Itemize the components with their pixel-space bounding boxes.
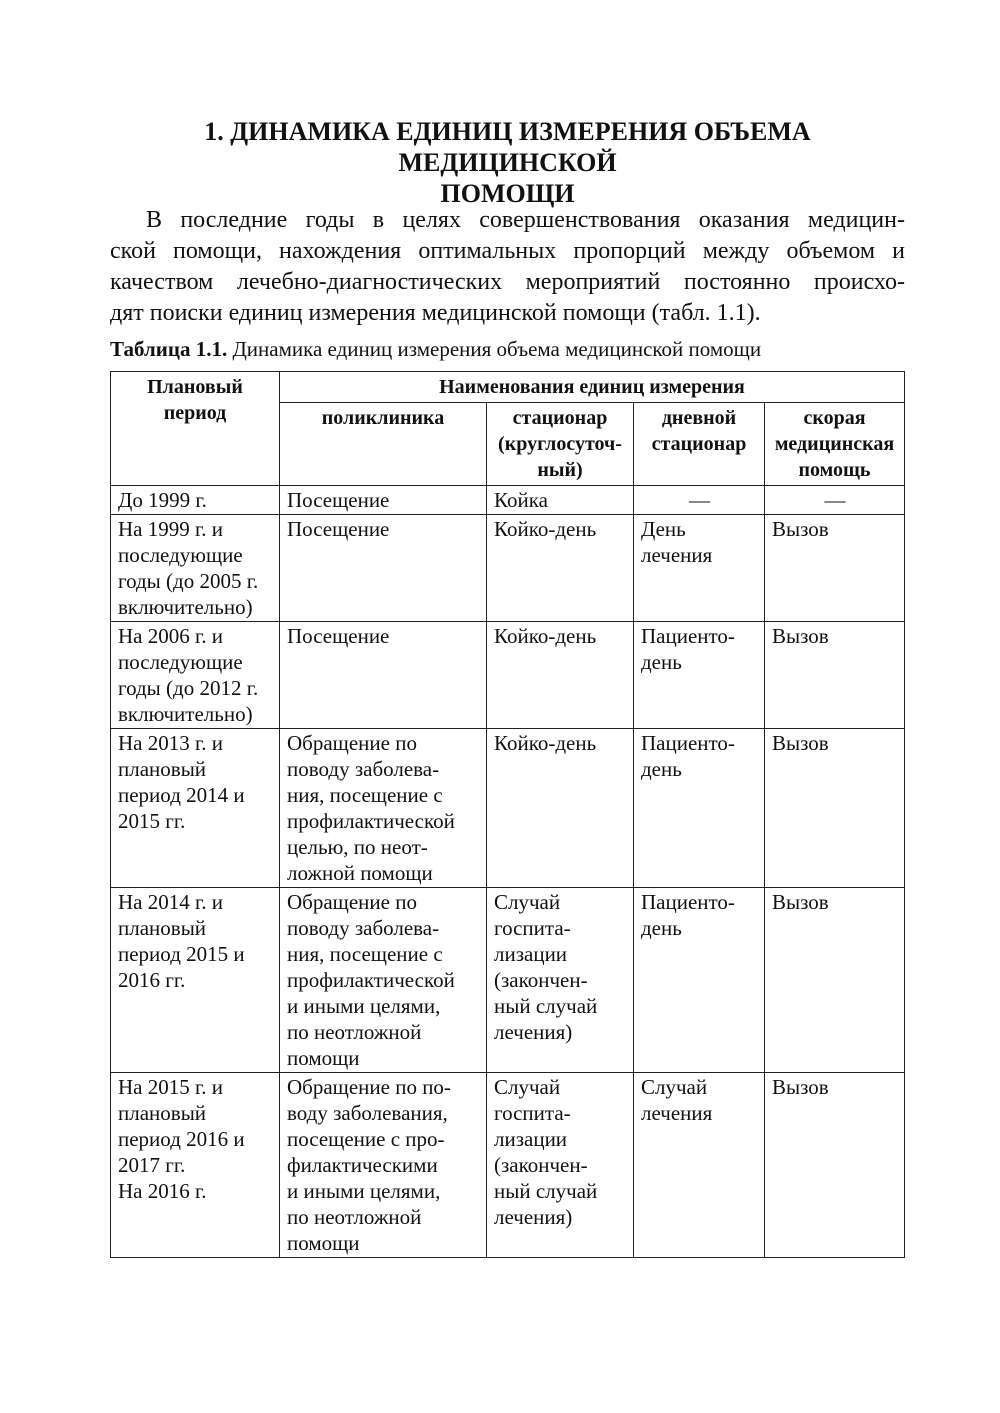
cell-period (111, 622, 280, 729)
cell-hospital-line: Койко-день (494, 731, 597, 755)
header-clinic (280, 403, 487, 486)
cell-period-line: период 2014 и (118, 783, 245, 807)
cell-clinic-line: Посещение (287, 624, 390, 648)
cell-clinic-line: Обращение по (287, 890, 417, 914)
cell-clinic (280, 515, 487, 622)
cell-hospital (487, 622, 634, 729)
cell-hospital-line: Койко-день (494, 517, 597, 541)
cell-period-line: На 2016 г. (118, 1179, 207, 1203)
cell-day-hospital (634, 729, 765, 888)
table-row (111, 622, 905, 729)
cell-hospital (487, 888, 634, 1073)
cell-period-line: На 2006 г. и (118, 624, 223, 648)
cell-emergency (765, 888, 905, 1073)
heading-line: ПОМОЩИ (440, 179, 575, 208)
cell-period-line: На 2014 г. и (118, 890, 223, 914)
cell-day-hospital-line: Пациенто- (641, 890, 735, 914)
cell-emergency-line: — (824, 488, 846, 512)
cell-emergency-line: Вызов (772, 731, 829, 755)
table-caption-label: Таблица 1.1. (110, 337, 228, 361)
cell-period-line: плановый (118, 757, 207, 781)
cell-clinic-line: по неотложной (287, 1205, 422, 1229)
cell-day-hospital-line: Случай (641, 1075, 708, 1099)
cell-clinic-line: ния, посещение с (287, 942, 443, 966)
cell-period-line: последующие (118, 650, 243, 674)
table-row (111, 486, 905, 515)
cell-hospital-line: ный случай (494, 1179, 598, 1203)
cell-hospital-line: лизации (494, 1127, 568, 1151)
header-emergency-line: скорая (803, 407, 866, 429)
cell-day-hospital (634, 515, 765, 622)
cell-period-line: 2017 гг. (118, 1153, 186, 1177)
cell-emergency (765, 729, 905, 888)
cell-period-line: До 1999 г. (118, 488, 207, 512)
cell-day-hospital-line: день (641, 650, 682, 674)
cell-emergency (765, 1073, 905, 1258)
cell-clinic-line: профилактической (287, 968, 455, 992)
header-period (111, 372, 280, 486)
cell-hospital (487, 515, 634, 622)
cell-period (111, 486, 280, 515)
cell-hospital-line: Койка (494, 488, 548, 512)
cell-hospital-line: (закончен- (494, 968, 588, 992)
cell-day-hospital-line: Пациенто- (641, 624, 735, 648)
table-row (111, 888, 905, 1073)
header-hospital-line: ный) (537, 459, 583, 481)
header-emergency-line: помощь (798, 459, 871, 481)
header-units-group: Наименования единиц измерения (280, 372, 905, 403)
cell-period-line: 2015 гг. (118, 809, 186, 833)
cell-period-line: период 2015 и (118, 942, 245, 966)
cell-clinic-line: поводу заболева- (287, 916, 440, 940)
cell-period-line: плановый (118, 1101, 207, 1125)
cell-period-line: последующие (118, 543, 243, 567)
cell-clinic-line: поводу заболева- (287, 757, 440, 781)
cell-day-hospital-line: День (641, 517, 686, 541)
cell-hospital-line: Случай (494, 1075, 561, 1099)
paragraph-line: В последние годы в целях совершенствования оказания медицин- (146, 207, 905, 233)
header-day-hospital (634, 403, 765, 486)
cell-clinic (280, 729, 487, 888)
cell-hospital-line: лечения) (494, 1205, 573, 1229)
cell-day-hospital-line: день (641, 916, 682, 940)
cell-clinic-line: помощи (287, 1231, 360, 1255)
header-hospital-line: (круглосуточ- (498, 433, 622, 455)
cell-period (111, 515, 280, 622)
cell-clinic-line: Посещение (287, 517, 390, 541)
cell-emergency-line: Вызов (772, 890, 829, 914)
paragraph-line: ской помощи, нахождения оптимальных пропорций между объемом и (110, 238, 905, 264)
header-period-line: Плановый (147, 376, 243, 398)
cell-hospital (487, 486, 634, 515)
cell-hospital (487, 729, 634, 888)
cell-clinic-line: ложной помощи (287, 861, 433, 885)
cell-clinic-line: Обращение по (287, 731, 417, 755)
cell-period-line: На 2013 г. и (118, 731, 223, 755)
cell-day-hospital-line: Пациенто- (641, 731, 735, 755)
cell-hospital-line: Случай (494, 890, 561, 914)
cell-clinic-line: профилактической (287, 809, 455, 833)
paragraph-line: качеством лечебно-диагностических мероприятий постоянно происхо- (110, 269, 905, 295)
header-hospital-line: стационар (512, 407, 608, 429)
cell-hospital-line: Койко-день (494, 624, 597, 648)
cell-hospital-line: лизации (494, 942, 568, 966)
cell-period-line: включительно) (118, 595, 253, 619)
cell-clinic (280, 1073, 487, 1258)
header-day-line: дневной (661, 407, 737, 429)
cell-period-line: плановый (118, 916, 207, 940)
cell-day-hospital-line: — (689, 488, 710, 512)
table-row (111, 515, 905, 622)
cell-emergency (765, 515, 905, 622)
table-body (111, 486, 905, 1258)
header-day-line: стационар (651, 433, 747, 455)
cell-hospital-line: госпита- (494, 916, 571, 940)
cell-emergency-line: Вызов (772, 1075, 829, 1099)
header-hospital (487, 403, 634, 486)
cell-emergency (765, 622, 905, 729)
table-header-row (111, 372, 905, 403)
cell-emergency (765, 486, 905, 515)
cell-clinic-line: и иными целями, (287, 1179, 441, 1203)
cell-hospital (487, 1073, 634, 1258)
cell-clinic-line: целью, по неот- (287, 835, 428, 859)
header-clinic-line: поликлиника (321, 407, 445, 429)
cell-clinic-line: посещение с про- (287, 1127, 445, 1151)
cell-day-hospital (634, 486, 765, 515)
cell-clinic-line: ния, посещение с (287, 783, 443, 807)
header-emergency (765, 403, 905, 486)
paragraph-line: дят поиски единиц измерения медицинской помощи (табл. 1.1). (110, 300, 761, 326)
header-period-line: период (163, 402, 227, 424)
cell-period (111, 1073, 280, 1258)
cell-clinic-line: по неотложной (287, 1020, 422, 1044)
cell-period-line: На 1999 г. и (118, 517, 223, 541)
table-caption-text: Динамика единиц измерения объема медицинской помощи (227, 337, 762, 361)
cell-day-hospital-line: день (641, 757, 682, 781)
cell-day-hospital (634, 1073, 765, 1258)
cell-clinic-line: помощи (287, 1046, 360, 1070)
cell-day-hospital (634, 622, 765, 729)
cell-hospital-line: лечения) (494, 1020, 573, 1044)
cell-emergency-line: Вызов (772, 624, 829, 648)
cell-period (111, 729, 280, 888)
table-row (111, 729, 905, 888)
header-emergency-line: медицинская (774, 433, 895, 455)
section-heading (110, 116, 905, 209)
cell-day-hospital-line: лечения (641, 543, 713, 567)
cell-hospital-line: ный случай (494, 994, 598, 1018)
cell-clinic-line: воду заболевания, (287, 1101, 448, 1125)
cell-clinic-line: филактическими (287, 1153, 438, 1177)
cell-clinic (280, 622, 487, 729)
cell-period (111, 888, 280, 1073)
cell-period-line: На 2015 г. и (118, 1075, 223, 1099)
cell-day-hospital (634, 888, 765, 1073)
cell-hospital-line: (закончен- (494, 1153, 588, 1177)
heading-line: 1. ДИНАМИКА ЕДИНИЦ ИЗМЕРЕНИЯ ОБЪЕМА МЕДИЦИНСКОЙ (204, 117, 811, 177)
cell-period-line: период 2016 и (118, 1127, 245, 1151)
cell-clinic-line: Посещение (287, 488, 390, 512)
cell-clinic (280, 486, 487, 515)
cell-clinic-line: и иными целями, (287, 994, 441, 1018)
table-row (111, 1073, 905, 1258)
table-caption (110, 336, 761, 362)
cell-day-hospital-line: лечения (641, 1101, 713, 1125)
intro-paragraph (110, 205, 905, 329)
cell-clinic (280, 888, 487, 1073)
cell-emergency-line: Вызов (772, 517, 829, 541)
cell-clinic-line: Обращение по по- (287, 1075, 451, 1099)
units-table (110, 371, 905, 1258)
cell-period-line: годы (до 2005 г. (118, 569, 259, 593)
cell-hospital-line: госпита- (494, 1101, 571, 1125)
cell-period-line: годы (до 2012 г. (118, 676, 259, 700)
cell-period-line: 2016 гг. (118, 968, 186, 992)
cell-period-line: включительно) (118, 702, 253, 726)
